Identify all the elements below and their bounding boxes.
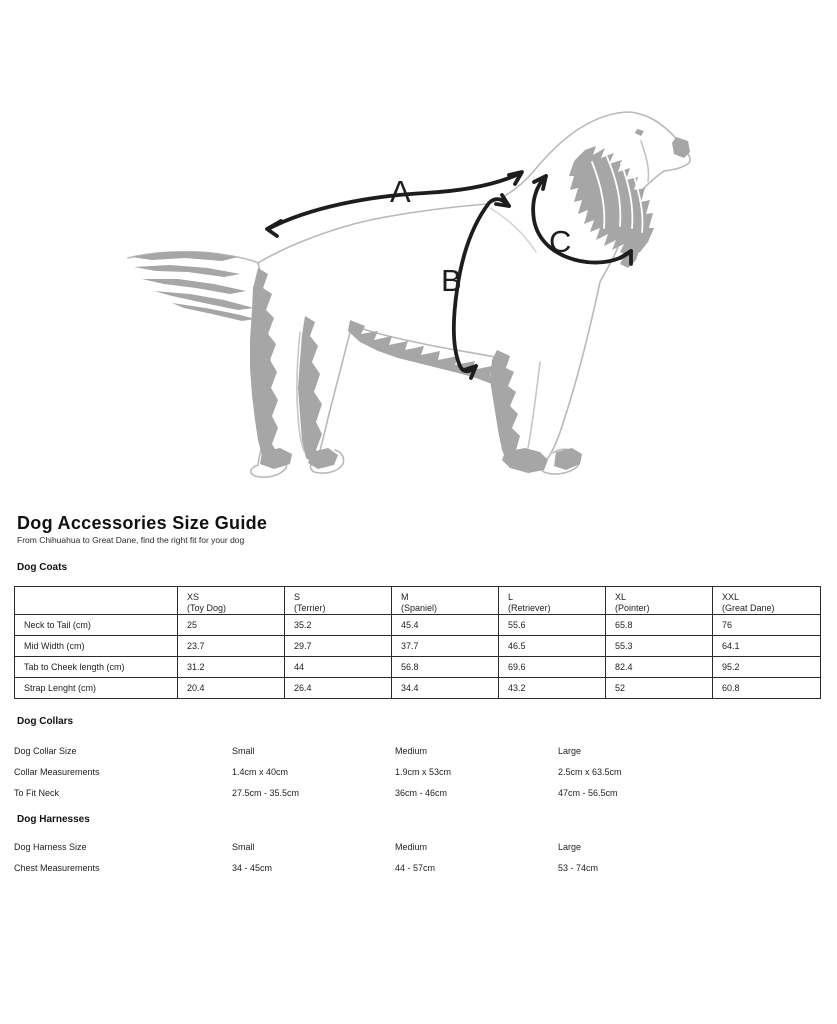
- cell-value: 34.4: [392, 678, 499, 699]
- harnesses-heading: Dog Harnesses: [17, 814, 90, 825]
- size-guide-content: [0, 513, 837, 879]
- cell-value: 55.3: [606, 636, 713, 657]
- cell-value: Medium: [395, 746, 428, 756]
- table-row: [14, 837, 823, 858]
- size-label: XS: [187, 592, 200, 602]
- cell-value: 2.5cm x 63.5cm: [558, 767, 622, 777]
- table-row: [15, 678, 821, 699]
- cell-value: 44 - 57cm: [395, 863, 436, 873]
- cell-value: 69.6: [499, 657, 606, 678]
- table-row: [14, 741, 823, 762]
- breed-label: (Great Dane): [722, 603, 775, 613]
- cell-value: 46.5: [499, 636, 606, 657]
- size-label: L: [508, 592, 514, 602]
- breed-label: (Pointer): [615, 603, 650, 613]
- harnesses-table: [14, 837, 823, 879]
- cell-value: 82.4: [606, 657, 713, 678]
- cell-value: 31.2: [178, 657, 285, 678]
- cell-value: Small: [232, 746, 255, 756]
- collars-table: [14, 741, 823, 804]
- coats-col-xl: [606, 587, 713, 615]
- coats-col-l: [499, 587, 606, 615]
- cell-value: 35.2: [285, 615, 392, 636]
- row-label: Dog Collar Size: [14, 746, 77, 756]
- dog-illustration-svg: [0, 0, 837, 505]
- cell-value: Small: [232, 842, 255, 852]
- size-label: XXL: [722, 592, 740, 602]
- cell-value: 43.2: [499, 678, 606, 699]
- row-label: Chest Measurements: [14, 863, 100, 873]
- table-row: [14, 762, 823, 783]
- cell-value: 47cm - 56.5cm: [558, 788, 618, 798]
- size-label: S: [294, 592, 301, 602]
- breed-label: (Spaniel): [401, 603, 438, 613]
- table-row: [14, 783, 823, 804]
- cell-value: 55.6: [499, 615, 606, 636]
- coats-table: [14, 586, 821, 699]
- table-row: [15, 657, 821, 678]
- size-label: XL: [615, 592, 627, 602]
- cell-value: 1.4cm x 40cm: [232, 767, 289, 777]
- coats-heading: Dog Coats: [17, 562, 67, 573]
- cell-value: Medium: [395, 842, 428, 852]
- label-c: C: [549, 224, 572, 259]
- breed-label: (Terrier): [294, 603, 326, 613]
- cell-value: 37.7: [392, 636, 499, 657]
- row-label: To Fit Neck: [14, 788, 60, 798]
- page-title: Dog Accessories Size Guide: [17, 513, 268, 533]
- breed-label: (Retriever): [508, 603, 551, 613]
- label-b: B: [441, 263, 462, 298]
- table-row: [15, 615, 821, 636]
- cell-value: 76: [713, 615, 821, 636]
- cell-value: 45.4: [392, 615, 499, 636]
- row-label: Dog Harness Size: [14, 842, 87, 852]
- cell-value: 20.4: [178, 678, 285, 699]
- row-label: Tab to Cheek length (cm): [15, 657, 178, 678]
- cell-value: 34 - 45cm: [232, 863, 273, 873]
- cell-value: 53 - 74cm: [558, 863, 599, 873]
- cell-value: 27.5cm - 35.5cm: [232, 788, 300, 798]
- cell-value: 52: [606, 678, 713, 699]
- row-label: Strap Lenght (cm): [15, 678, 178, 699]
- size-label: M: [401, 592, 409, 602]
- coats-corner-cell: [15, 587, 178, 615]
- dog-measurement-diagram: [0, 0, 837, 505]
- cell-value: 65.8: [606, 615, 713, 636]
- row-label: Collar Measurements: [14, 767, 100, 777]
- cell-value: 36cm - 46cm: [395, 788, 448, 798]
- table-row: [15, 636, 821, 657]
- table-row: [14, 858, 823, 879]
- label-a: A: [390, 174, 411, 209]
- cell-value: 26.4: [285, 678, 392, 699]
- coats-col-s: [285, 587, 392, 615]
- coats-col-xs: [178, 587, 285, 615]
- cell-value: 29.7: [285, 636, 392, 657]
- coats-col-m: [392, 587, 499, 615]
- coats-header-row: [15, 587, 821, 615]
- page-subtitle: From Chihuahua to Great Dane, find the right fit for your dog: [17, 535, 245, 545]
- cell-value: 1.9cm x 53cm: [395, 767, 452, 777]
- collars-heading: Dog Collars: [17, 716, 74, 727]
- cell-value: 64.1: [713, 636, 821, 657]
- row-label: Neck to Tail (cm): [15, 615, 178, 636]
- cell-value: 44: [285, 657, 392, 678]
- cell-value: 95.2: [713, 657, 821, 678]
- cell-value: 56.8: [392, 657, 499, 678]
- cell-value: 23.7: [178, 636, 285, 657]
- cell-value: 25: [178, 615, 285, 636]
- coats-col-xxl: [713, 587, 821, 615]
- cell-value: 60.8: [713, 678, 821, 699]
- breed-label: (Toy Dog): [187, 603, 227, 613]
- cell-value: Large: [558, 746, 582, 756]
- row-label: Mid Width (cm): [15, 636, 178, 657]
- cell-value: Large: [558, 842, 582, 852]
